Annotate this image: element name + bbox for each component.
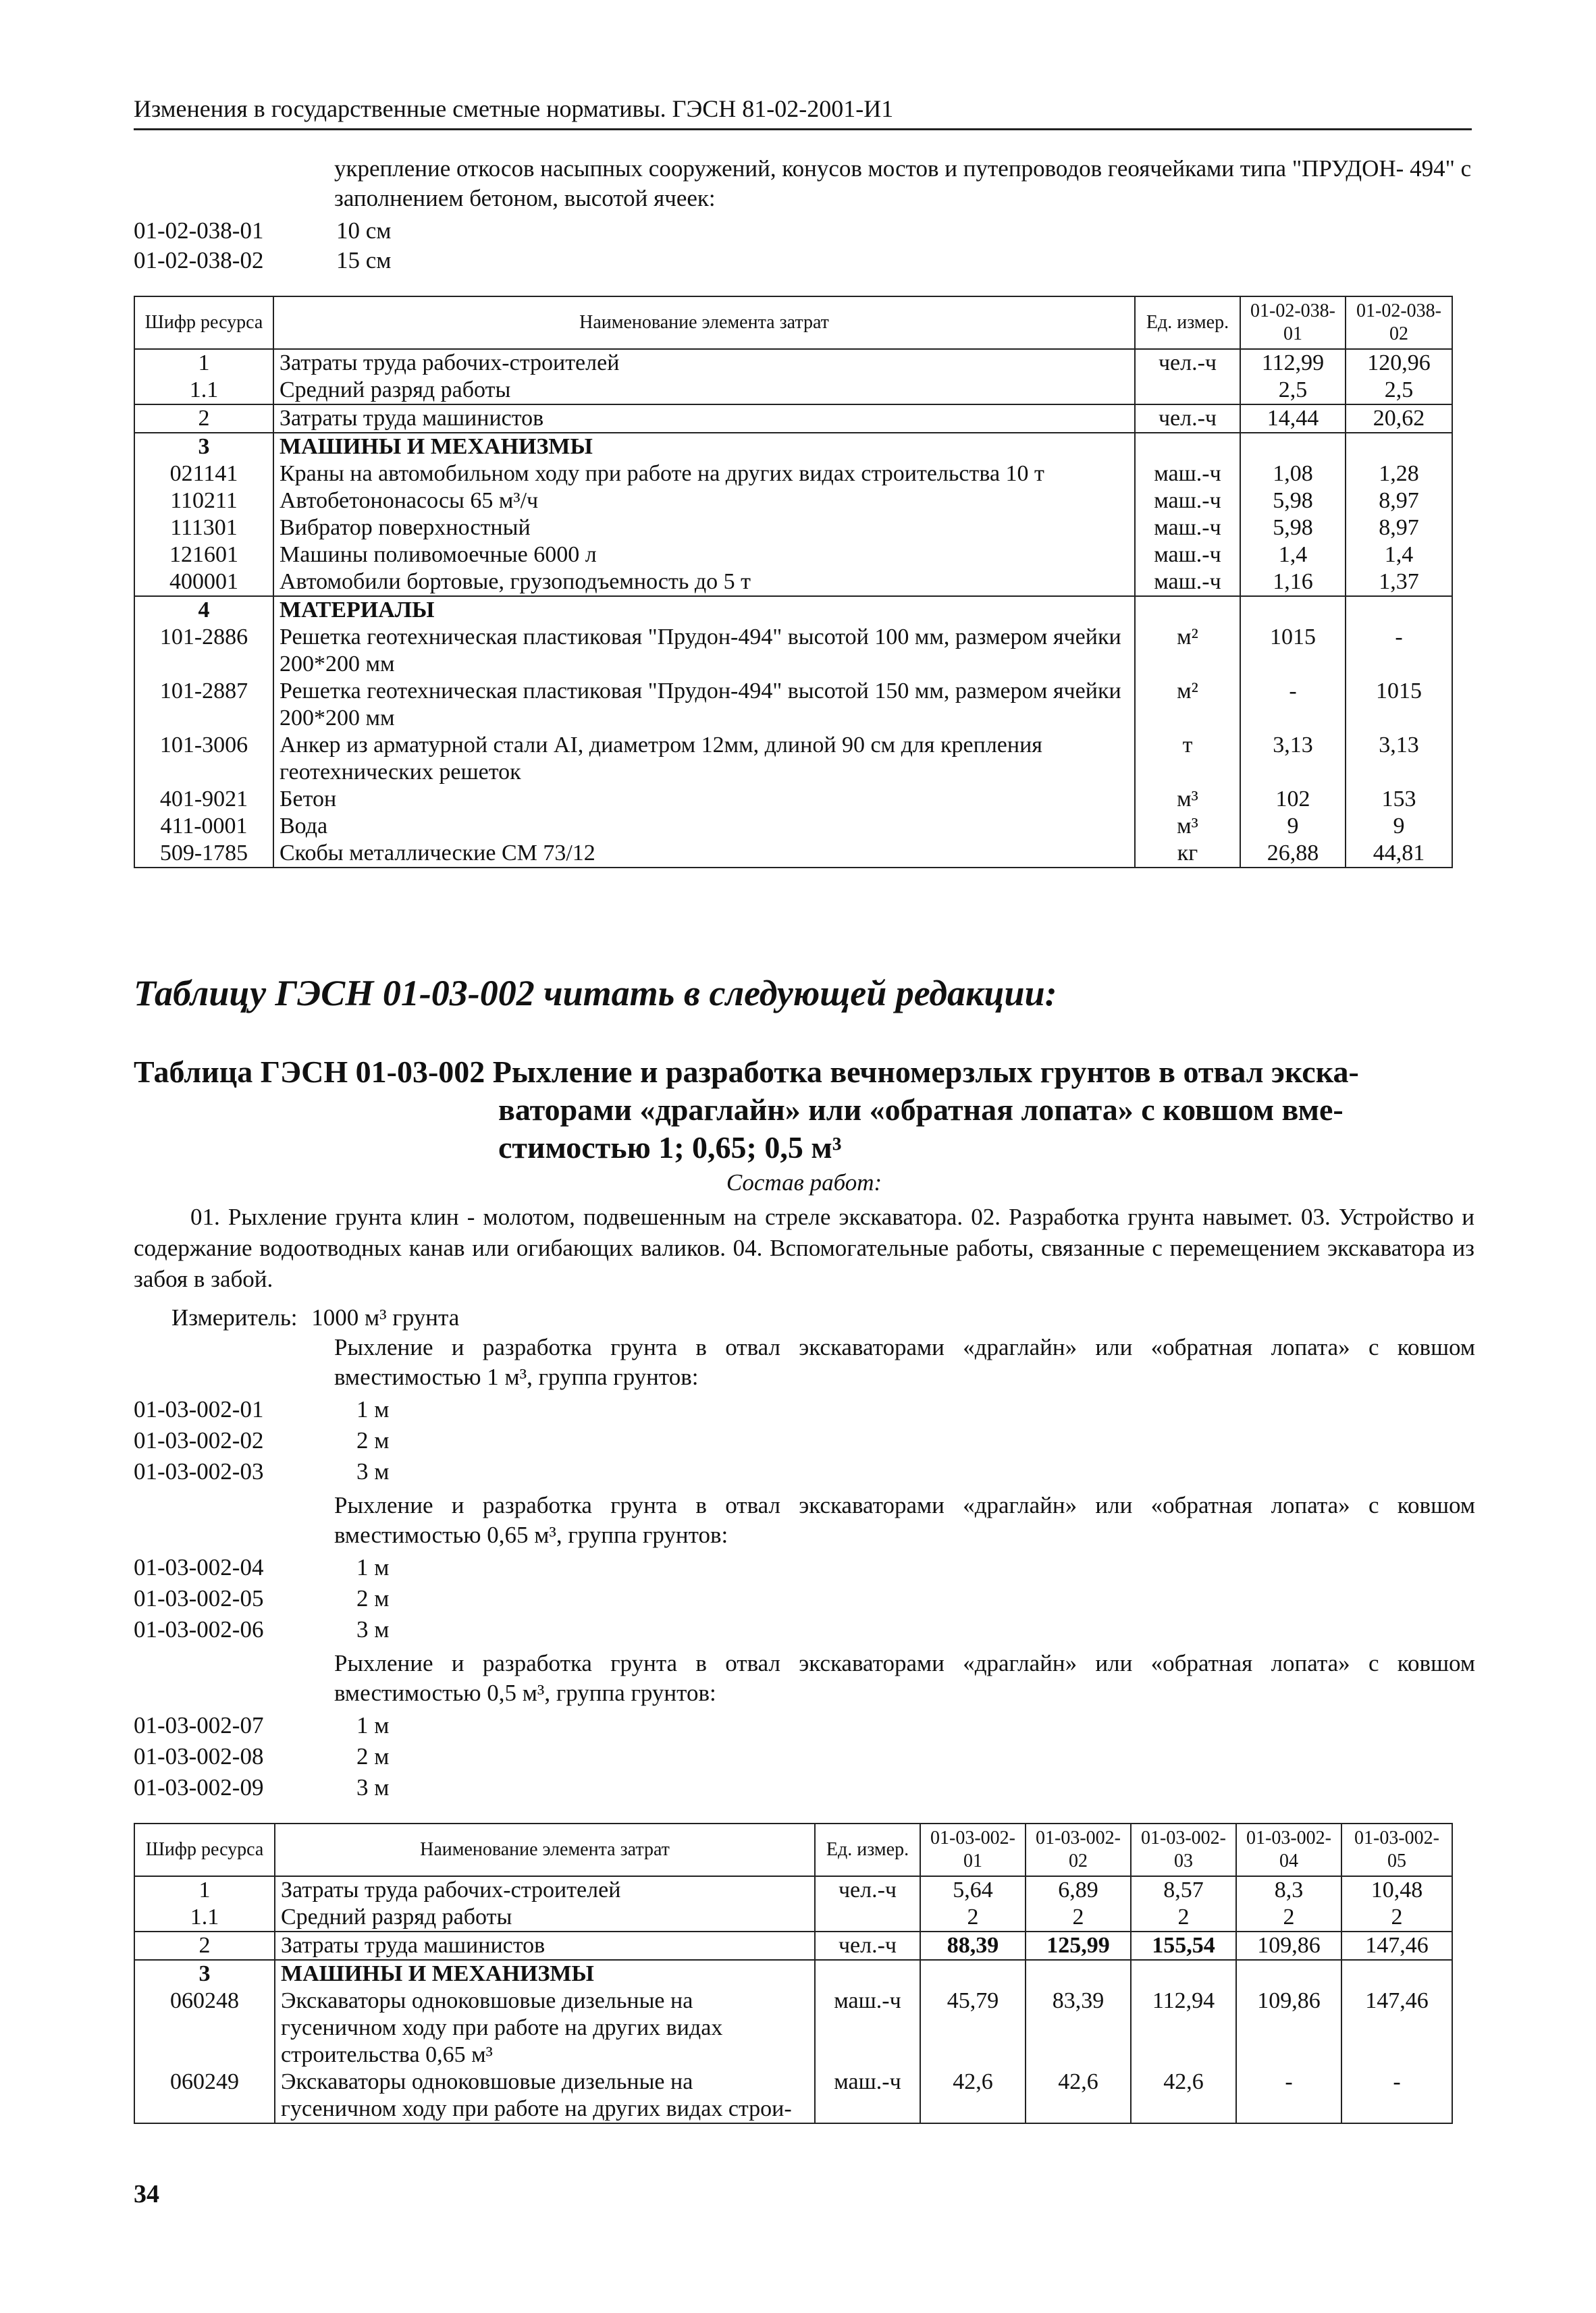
resource-code-cell: 4 xyxy=(134,596,273,624)
value-cell: - xyxy=(1236,2069,1341,2123)
cost-name-cell: Скобы металлические СМ 73/12 xyxy=(273,840,1135,868)
resource-code-cell: 1.1 xyxy=(134,377,273,404)
resource-code-cell: 121601 xyxy=(134,541,273,568)
header-col: 01-03-002-01 xyxy=(920,1824,1026,1876)
value-cell: 6,89 xyxy=(1026,1876,1131,1904)
value-cell: 8,97 xyxy=(1346,514,1452,541)
table-title xyxy=(134,1053,1474,1167)
value-cell: 2 xyxy=(1341,1904,1452,1932)
resource-code-cell: 1 xyxy=(134,349,273,377)
table-row xyxy=(134,1932,1452,1960)
value-cell: 2 xyxy=(920,1904,1026,1932)
unit-cell: маш.-ч xyxy=(1135,514,1240,541)
works-label: Состав работ: xyxy=(726,1169,882,1196)
resource-code: 01-03-002-08 xyxy=(134,1743,264,1770)
table-row xyxy=(134,624,1452,678)
table-row xyxy=(134,1960,1452,1988)
value-cell: 3,13 xyxy=(1240,732,1346,786)
value-cell: 26,88 xyxy=(1240,840,1346,868)
unit-cell: чел.-ч xyxy=(815,1932,920,1960)
header-col: 01-03-002-04 xyxy=(1236,1824,1341,1876)
header-code: Шифр ресурса xyxy=(134,1824,275,1876)
table-row xyxy=(134,840,1452,868)
measure-value: 1000 м³ грунта xyxy=(311,1304,460,1331)
value-cell: 120,96 xyxy=(1346,349,1452,377)
resource-code: 01-03-002-05 xyxy=(134,1585,264,1612)
header-code: Шифр ресурса xyxy=(134,296,273,349)
value-cell xyxy=(920,1960,1026,1988)
resource-code-cell: 060248 xyxy=(134,1988,275,2069)
value-cell xyxy=(1341,1960,1452,1988)
unit-cell xyxy=(815,1960,920,1988)
resource-code-cell: 401-9021 xyxy=(134,786,273,813)
table-row xyxy=(134,487,1452,514)
value-cell: 42,6 xyxy=(920,2069,1026,2123)
unit-cell: м³ xyxy=(1135,813,1240,840)
measure-label: Измеритель: xyxy=(171,1304,298,1331)
value-cell: 1,4 xyxy=(1240,541,1346,568)
table-row xyxy=(134,1988,1452,2069)
unit-cell: м³ xyxy=(1135,786,1240,813)
table-row xyxy=(134,349,1452,377)
resource-code-cell: 1 xyxy=(134,1876,275,1904)
unit-cell xyxy=(1135,596,1240,624)
value-cell: 2,5 xyxy=(1240,377,1346,404)
cost-name-cell: Автобетононасосы 65 м³/ч xyxy=(273,487,1135,514)
value-cell: 1015 xyxy=(1240,624,1346,678)
code-line xyxy=(134,1711,389,1740)
cost-name-cell: Вибратор поверхностный xyxy=(273,514,1135,541)
norms-table-1 xyxy=(134,296,1453,868)
code-line xyxy=(134,216,391,246)
resource-code-cell: 021141 xyxy=(134,460,273,487)
code-label: 2 м xyxy=(356,1743,390,1770)
value-cell: 42,6 xyxy=(1026,2069,1131,2123)
value-cell: 20,62 xyxy=(1346,404,1452,433)
code-label: 10 см xyxy=(336,217,392,244)
unit-cell: маш.-ч xyxy=(1135,460,1240,487)
cost-name-cell: Затраты труда машинистов xyxy=(275,1932,815,1960)
cost-name-cell: Экскаваторы одноковшовые дизельные на гусеничном ходу при работе на других видах строительства 0,65 м³ xyxy=(275,1988,815,2069)
resource-code-cell: 101-3006 xyxy=(134,732,273,786)
resource-code-cell: 400001 xyxy=(134,568,273,596)
value-cell: 109,86 xyxy=(1236,1932,1341,1960)
value-cell: 1,37 xyxy=(1346,568,1452,596)
value-cell: 1,16 xyxy=(1240,568,1346,596)
header-unit: Ед. измер. xyxy=(815,1824,920,1876)
resource-code: 01-03-002-07 xyxy=(134,1712,264,1738)
table-row xyxy=(134,678,1452,732)
value-cell: 88,39 xyxy=(920,1932,1026,1960)
value-cell: 5,98 xyxy=(1240,487,1346,514)
norms-table-2 xyxy=(134,1823,1453,2124)
resource-code-cell: 060249 xyxy=(134,2069,275,2123)
cost-name-cell: МАТЕРИАЛЫ xyxy=(273,596,1135,624)
value-cell: 44,81 xyxy=(1346,840,1452,868)
unit-cell xyxy=(1135,377,1240,404)
code-label: 1 м xyxy=(356,1712,390,1738)
value-cell: 125,99 xyxy=(1026,1932,1131,1960)
value-cell xyxy=(1240,433,1346,460)
resource-code: 01-03-002-02 xyxy=(134,1427,264,1454)
resource-code-cell: 101-2887 xyxy=(134,678,273,732)
resource-code: 01-03-002-03 xyxy=(134,1458,264,1485)
value-cell: 8,3 xyxy=(1236,1876,1341,1904)
unit-cell: м² xyxy=(1135,624,1240,678)
resource-code: 01-03-002-04 xyxy=(134,1554,264,1580)
code-line xyxy=(134,1773,389,1803)
cost-name-cell: Решетка геотехническая пластиковая "Прудон-494" высотой 100 мм, размером ячейки 200*200 мм xyxy=(273,624,1135,678)
value-cell: 2,5 xyxy=(1346,377,1452,404)
cost-name-cell: Анкер из арматурной стали AI, диаметром 12мм, длиной 90 см для крепления геотехнических решеток xyxy=(273,732,1135,786)
code-label: 3 м xyxy=(356,1774,390,1801)
cost-name-cell: Решетка геотехническая пластиковая "Прудон-494" высотой 150 мм, размером ячейки 200*200 мм xyxy=(273,678,1135,732)
code-label: 15 см xyxy=(336,247,392,273)
cost-name-cell: Затраты труда машинистов xyxy=(273,404,1135,433)
table-row xyxy=(134,568,1452,596)
value-cell: 112,94 xyxy=(1131,1988,1236,2069)
code-line xyxy=(134,1742,389,1772)
page-number: 34 xyxy=(134,2180,159,2208)
cost-name-cell: Затраты труда рабочих-строителей xyxy=(275,1876,815,1904)
value-cell: - xyxy=(1346,624,1452,678)
code-line xyxy=(134,1553,389,1583)
table-row xyxy=(134,1876,1452,1904)
unit-cell: маш.-ч xyxy=(815,2069,920,2123)
code-label: 1 м xyxy=(356,1396,390,1423)
value-cell: 112,99 xyxy=(1240,349,1346,377)
header-name: Наименование элемента затрат xyxy=(275,1824,815,1876)
cost-name-cell: Краны на автомобильном ходу при работе на других видах строительства 10 т xyxy=(273,460,1135,487)
code-line xyxy=(134,246,391,275)
measure-line xyxy=(171,1303,459,1333)
resource-code: 01-02-038-01 xyxy=(134,217,264,244)
header-col: 01-03-002-02 xyxy=(1026,1824,1131,1876)
resource-code: 01-03-002-01 xyxy=(134,1396,264,1423)
group-description: Рыхление и разработка грунта в отвал экскаваторами «драглайн» или «обратная лопата» с ковшом вместимостью 1 м³, группа грунтов: xyxy=(334,1334,1475,1390)
resource-code: 01-02-038-02 xyxy=(134,247,264,273)
value-cell: 102 xyxy=(1240,786,1346,813)
value-cell: 5,98 xyxy=(1240,514,1346,541)
table-title-line: стимостью 1; 0,65; 0,5 м³ xyxy=(498,1130,842,1165)
resource-code-cell: 509-1785 xyxy=(134,840,273,868)
value-cell: 5,64 xyxy=(920,1876,1026,1904)
value-cell: 155,54 xyxy=(1131,1932,1236,1960)
value-cell: 147,46 xyxy=(1341,1932,1452,1960)
cost-name-cell: Экскаваторы одноковшовые дизельные на гусеничном ходу при работе на других видах строи- xyxy=(275,2069,815,2123)
value-cell xyxy=(1346,433,1452,460)
value-cell xyxy=(1240,596,1346,624)
table-row xyxy=(134,786,1452,813)
table-row xyxy=(134,514,1452,541)
resource-code-cell: 101-2886 xyxy=(134,624,273,678)
value-cell: 10,48 xyxy=(1341,1876,1452,1904)
unit-cell: маш.-ч xyxy=(1135,487,1240,514)
code-label: 2 м xyxy=(356,1427,390,1454)
value-cell: 2 xyxy=(1131,1904,1236,1932)
table-title-line: ваторами «драглайн» или «обратная лопата» с ковшом вме- xyxy=(498,1092,1344,1127)
code-line xyxy=(134,1395,389,1425)
resource-code-cell: 2 xyxy=(134,1932,275,1960)
value-cell: 1,28 xyxy=(1346,460,1452,487)
header-name: Наименование элемента затрат xyxy=(273,296,1135,349)
unit-cell: маш.-ч xyxy=(815,1988,920,2069)
table-row xyxy=(134,460,1452,487)
value-cell: 147,46 xyxy=(1341,1988,1452,2069)
unit-cell: чел.-ч xyxy=(1135,349,1240,377)
resource-code-cell: 3 xyxy=(134,433,273,460)
unit-cell: кг xyxy=(1135,840,1240,868)
value-cell: 83,39 xyxy=(1026,1988,1131,2069)
cost-name-cell: Средний разряд работы xyxy=(275,1904,815,1932)
code-line xyxy=(134,1457,389,1487)
cost-name-cell: МАШИНЫ И МЕХАНИЗМЫ xyxy=(275,1960,815,1988)
edition-note: Таблицу ГЭСН 01-03-002 читать в следующей редакции: xyxy=(134,973,1057,1013)
unit-cell: маш.-ч xyxy=(1135,541,1240,568)
top-description: укрепление откосов насыпных сооружений, конусов мостов и путепроводов геоячейками типа "ПРУДОН- 494" с заполнением бетоном, высотой ячеек: xyxy=(334,155,1472,211)
resource-code-cell: 2 xyxy=(134,404,273,433)
value-cell: 2 xyxy=(1026,1904,1131,1932)
resource-code: 01-03-002-06 xyxy=(134,1616,264,1643)
value-cell xyxy=(1346,596,1452,624)
table-row xyxy=(134,813,1452,840)
cost-name-cell: Машины поливомоечные 6000 л xyxy=(273,541,1135,568)
value-cell: 8,97 xyxy=(1346,487,1452,514)
value-cell: - xyxy=(1341,2069,1452,2123)
value-cell xyxy=(1236,1960,1341,1988)
table-row xyxy=(134,596,1452,624)
value-cell: 14,44 xyxy=(1240,404,1346,433)
value-cell: - xyxy=(1240,678,1346,732)
value-cell: 9 xyxy=(1346,813,1452,840)
value-cell xyxy=(1026,1960,1131,1988)
value-cell: 109,86 xyxy=(1236,1988,1341,2069)
table-row xyxy=(134,377,1452,404)
table-row xyxy=(134,541,1452,568)
resource-code: 01-03-002-09 xyxy=(134,1774,264,1801)
table-row xyxy=(134,732,1452,786)
code-line xyxy=(134,1615,389,1645)
unit-cell: т xyxy=(1135,732,1240,786)
resource-code-cell: 411-0001 xyxy=(134,813,273,840)
code-line xyxy=(134,1584,389,1614)
cost-name-cell: Бетон xyxy=(273,786,1135,813)
value-cell: 1,4 xyxy=(1346,541,1452,568)
table-row xyxy=(134,404,1452,433)
table-row xyxy=(134,2069,1452,2123)
header-col: 01-02-038-01 xyxy=(1240,296,1346,349)
code-label: 1 м xyxy=(356,1554,390,1580)
value-cell: 153 xyxy=(1346,786,1452,813)
unit-cell xyxy=(1135,433,1240,460)
value-cell: 3,13 xyxy=(1346,732,1452,786)
resource-code-cell: 111301 xyxy=(134,514,273,541)
value-cell: 8,57 xyxy=(1131,1876,1236,1904)
header-col: 01-02-038-02 xyxy=(1346,296,1452,349)
value-cell: 42,6 xyxy=(1131,2069,1236,2123)
value-cell xyxy=(1131,1960,1236,1988)
group-description: Рыхление и разработка грунта в отвал экскаваторами «драглайн» или «обратная лопата» с ковшом вместимостью 0,5 м³, группа грунтов: xyxy=(334,1650,1475,1706)
cost-name-cell: Затраты труда рабочих-строителей xyxy=(273,349,1135,377)
cost-name-cell: Вода xyxy=(273,813,1135,840)
resource-code-cell: 110211 xyxy=(134,487,273,514)
table-title-line: Таблица ГЭСН 01-03-002 Рыхление и разработка вечномерзлых грунтов в отвал экска- xyxy=(134,1055,1359,1089)
value-cell: 2 xyxy=(1236,1904,1341,1932)
unit-cell: чел.-ч xyxy=(815,1876,920,1904)
cost-name-cell: Средний разряд работы xyxy=(273,377,1135,404)
cost-name-cell: Автомобили бортовые, грузоподъемность до 5 т xyxy=(273,568,1135,596)
unit-cell: чел.-ч xyxy=(1135,404,1240,433)
unit-cell xyxy=(815,1904,920,1932)
cost-name-cell: МАШИНЫ И МЕХАНИЗМЫ xyxy=(273,433,1135,460)
works-text: 01. Рыхление грунта клин - молотом, подвешенным на стреле экскаватора. 02. Разработка грунта навымет. 03. Устройство и содержание водоотводных канав или огибающих валиков. 04. Вспомогательные работы, связанные с перемещением экскаватора из забоя в забой. xyxy=(134,1204,1474,1292)
header-unit: Ед. измер. xyxy=(1135,296,1240,349)
unit-cell: м² xyxy=(1135,678,1240,732)
group-description: Рыхление и разработка грунта в отвал экскаваторами «драглайн» или «обратная лопата» с ковшом вместимостью 0,65 м³, группа грунтов: xyxy=(334,1492,1475,1548)
value-cell: 45,79 xyxy=(920,1988,1026,2069)
resource-code-cell: 1.1 xyxy=(134,1904,275,1932)
header-col: 01-03-002-03 xyxy=(1131,1824,1236,1876)
table-row xyxy=(134,1904,1452,1932)
unit-cell: маш.-ч xyxy=(1135,568,1240,596)
code-label: 3 м xyxy=(356,1458,390,1485)
value-cell: 1015 xyxy=(1346,678,1452,732)
code-label: 3 м xyxy=(356,1616,390,1643)
header-col: 01-03-002-05 xyxy=(1341,1824,1452,1876)
value-cell: 1,08 xyxy=(1240,460,1346,487)
code-line xyxy=(134,1426,389,1456)
table-row xyxy=(134,433,1452,460)
code-label: 2 м xyxy=(356,1585,390,1612)
page-header: Изменения в государственные сметные нормативы. ГЭСН 81-02-2001-И1 xyxy=(134,95,1472,130)
value-cell: 9 xyxy=(1240,813,1346,840)
resource-code-cell: 3 xyxy=(134,1960,275,1988)
